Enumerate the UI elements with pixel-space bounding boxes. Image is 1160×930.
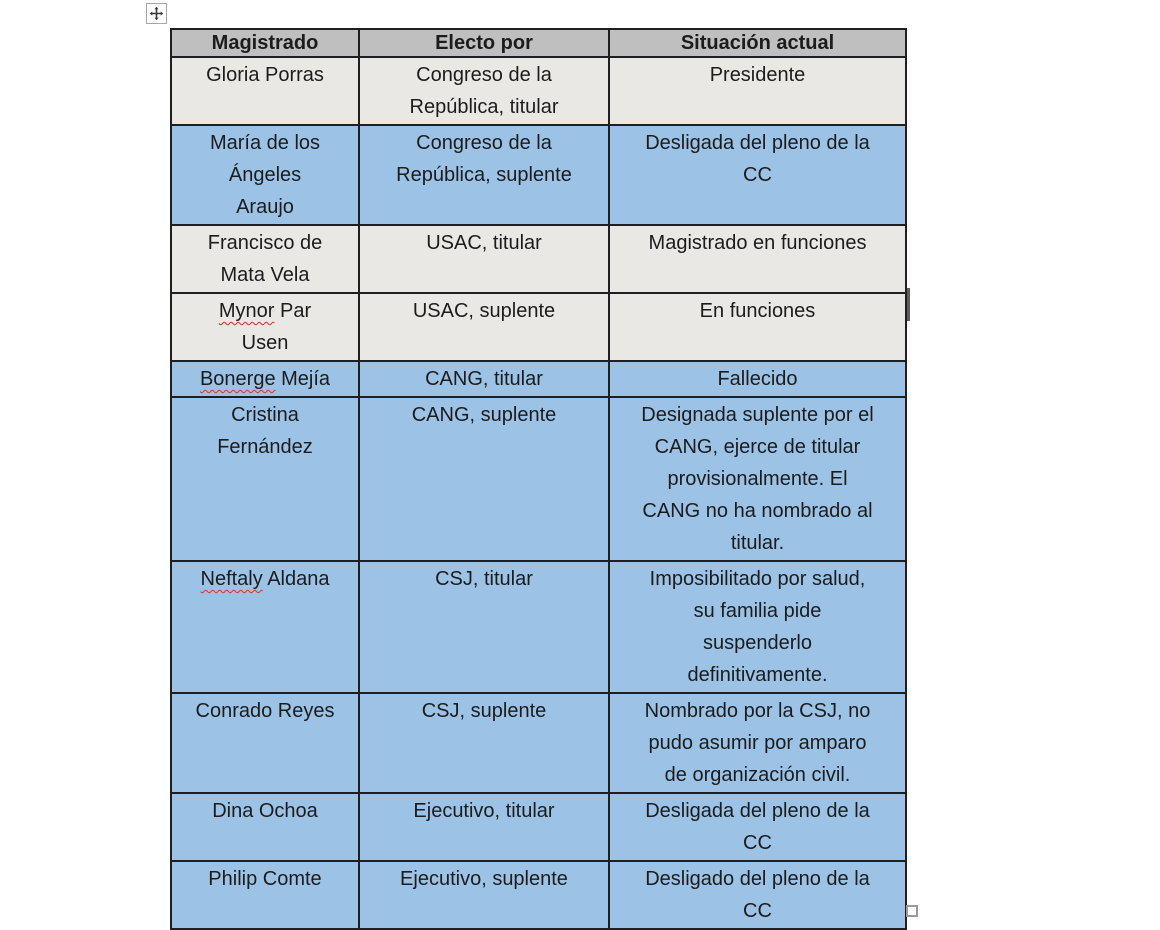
cell-line bbox=[362, 695, 606, 727]
cell-line bbox=[612, 431, 903, 463]
text-run: Usen bbox=[241, 332, 289, 354]
text-run: Designada suplente por el bbox=[641, 404, 874, 426]
cell-line bbox=[612, 363, 903, 395]
text-run: CC bbox=[743, 164, 772, 186]
table-cell[interactable] bbox=[609, 561, 906, 693]
table-cell[interactable] bbox=[609, 397, 906, 561]
text-run: Desligado del pleno de la bbox=[645, 868, 870, 890]
table-cell[interactable] bbox=[359, 861, 609, 929]
cell-line bbox=[612, 127, 903, 159]
text-run: Aldana bbox=[262, 568, 330, 590]
cell-line bbox=[362, 227, 606, 259]
text-run: Ejecutivo, titular bbox=[413, 800, 555, 822]
cell-line bbox=[174, 295, 356, 327]
cell-line bbox=[174, 127, 356, 159]
cell-line bbox=[174, 227, 356, 259]
text-run: Mejía bbox=[275, 368, 331, 390]
cell-line bbox=[612, 59, 903, 91]
text-run: provisionalmente. El bbox=[667, 468, 848, 490]
cell-line bbox=[362, 795, 606, 827]
text-run: Par bbox=[274, 300, 312, 322]
header-row bbox=[171, 29, 906, 57]
text-run: Cristina bbox=[231, 404, 299, 426]
text-run: República, suplente bbox=[396, 164, 572, 186]
text-run: Ejecutivo, suplente bbox=[400, 868, 568, 890]
table-cell[interactable] bbox=[171, 693, 359, 793]
cell-line bbox=[174, 363, 356, 395]
table-cell[interactable] bbox=[171, 561, 359, 693]
text-run: definitivamente. bbox=[687, 664, 828, 686]
table-cell[interactable] bbox=[609, 125, 906, 225]
text-run: titular. bbox=[730, 532, 785, 554]
cell-line bbox=[362, 399, 606, 431]
text-run: CANG, suplente bbox=[411, 404, 557, 426]
cell-line bbox=[174, 59, 356, 91]
table-row bbox=[171, 693, 906, 793]
table-row bbox=[171, 293, 906, 361]
table-cell[interactable] bbox=[609, 293, 906, 361]
cell-line bbox=[362, 863, 606, 895]
misspelled-word: Mynor bbox=[218, 300, 275, 322]
table-row bbox=[171, 125, 906, 225]
cell-line bbox=[362, 295, 606, 327]
header-cell[interactable]: Electo por bbox=[359, 29, 609, 57]
table-cell[interactable] bbox=[171, 125, 359, 225]
table-cell[interactable] bbox=[359, 561, 609, 693]
text-run: Fernández bbox=[217, 436, 313, 458]
text-run: Desligada del pleno de la bbox=[645, 800, 870, 822]
text-run: Presidente bbox=[709, 64, 806, 86]
table-cell[interactable] bbox=[171, 397, 359, 561]
cell-line bbox=[174, 327, 356, 359]
table-cell[interactable] bbox=[359, 125, 609, 225]
cell-line bbox=[612, 759, 903, 791]
text-run: su familia pide bbox=[693, 600, 822, 622]
cell-line bbox=[174, 399, 356, 431]
table-cell[interactable] bbox=[171, 361, 359, 397]
cell-line bbox=[612, 595, 903, 627]
cell-line bbox=[612, 727, 903, 759]
cell-line bbox=[612, 863, 903, 895]
table-cell[interactable] bbox=[609, 361, 906, 397]
cell-line bbox=[612, 527, 903, 559]
text-run: Nombrado por la CSJ, no bbox=[644, 700, 871, 722]
table-cell[interactable] bbox=[171, 793, 359, 861]
text-run: CC bbox=[743, 900, 772, 922]
table-cell[interactable] bbox=[609, 57, 906, 125]
text-run: Congreso de la bbox=[416, 132, 552, 154]
text-run: Mata Vela bbox=[220, 264, 310, 286]
cell-line bbox=[612, 295, 903, 327]
cell-line bbox=[174, 795, 356, 827]
table-row bbox=[171, 561, 906, 693]
cell-line bbox=[612, 627, 903, 659]
table-cell[interactable] bbox=[359, 293, 609, 361]
table-row bbox=[171, 861, 906, 929]
cell-line bbox=[362, 363, 606, 395]
text-run: de organización civil. bbox=[664, 764, 851, 786]
text-run: Magistrado en funciones bbox=[648, 232, 867, 254]
cell-line bbox=[612, 795, 903, 827]
text-run: CSJ, titular bbox=[435, 568, 533, 590]
misspelled-word: Neftaly bbox=[200, 568, 263, 590]
table-cell[interactable] bbox=[359, 225, 609, 293]
text-run: CC bbox=[743, 832, 772, 854]
table-body bbox=[171, 57, 906, 929]
text-run: República, titular bbox=[409, 96, 559, 118]
magistrates-table bbox=[170, 28, 907, 930]
cell-line bbox=[612, 495, 903, 527]
text-run: CANG no ha nombrado al bbox=[642, 500, 873, 522]
text-run: Dina Ochoa bbox=[212, 800, 318, 822]
cell-line bbox=[362, 91, 606, 123]
text-run: pudo asumir por amparo bbox=[648, 732, 867, 754]
cell-line bbox=[174, 431, 356, 463]
cell-line bbox=[612, 695, 903, 727]
text-run: Imposibilitado por salud, bbox=[649, 568, 866, 590]
cell-line bbox=[174, 863, 356, 895]
table-cell[interactable] bbox=[609, 861, 906, 929]
cell-line bbox=[362, 127, 606, 159]
text-cursor bbox=[907, 288, 910, 321]
table-cell[interactable] bbox=[359, 793, 609, 861]
cell-line bbox=[174, 159, 356, 191]
text-run: Fallecido bbox=[717, 368, 798, 390]
table-row bbox=[171, 57, 906, 125]
cell-line bbox=[362, 563, 606, 595]
text-run: En funciones bbox=[699, 300, 816, 322]
header-cell[interactable]: Magistrado bbox=[171, 29, 359, 57]
table-row bbox=[171, 397, 906, 561]
table-cell[interactable] bbox=[609, 225, 906, 293]
table-cell[interactable] bbox=[171, 57, 359, 125]
cell-line bbox=[174, 191, 356, 223]
text-run: Philip Comte bbox=[208, 868, 322, 890]
table-cell[interactable] bbox=[171, 293, 359, 361]
table-row bbox=[171, 225, 906, 293]
text-run: Conrado Reyes bbox=[195, 700, 335, 722]
table-resize-handle[interactable] bbox=[906, 905, 918, 917]
table-cell[interactable] bbox=[359, 57, 609, 125]
table-cell[interactable] bbox=[171, 861, 359, 929]
table-header bbox=[171, 29, 906, 57]
table-cell[interactable] bbox=[609, 693, 906, 793]
text-run: Desligada del pleno de la bbox=[645, 132, 870, 154]
move-icon bbox=[149, 6, 164, 21]
cell-line bbox=[612, 659, 903, 691]
text-run: Francisco de bbox=[207, 232, 323, 254]
cell-line bbox=[362, 59, 606, 91]
text-run: Ángeles bbox=[228, 164, 302, 186]
text-run: CANG, titular bbox=[425, 368, 543, 390]
table-cell[interactable] bbox=[609, 793, 906, 861]
cell-line bbox=[612, 563, 903, 595]
table-row bbox=[171, 793, 906, 861]
misspelled-word: Bonerge bbox=[199, 368, 276, 390]
text-run: CSJ, suplente bbox=[421, 700, 547, 722]
text-run: suspenderlo bbox=[703, 632, 812, 654]
table-cell[interactable] bbox=[359, 397, 609, 561]
cell-line bbox=[612, 463, 903, 495]
header-cell[interactable]: Situación actual bbox=[609, 29, 906, 57]
table-cell[interactable] bbox=[171, 225, 359, 293]
text-run: CANG, ejerce de titular bbox=[654, 436, 861, 458]
cell-line bbox=[612, 827, 903, 859]
text-run: Araujo bbox=[236, 196, 294, 218]
cell-line bbox=[612, 159, 903, 191]
cell-line bbox=[174, 563, 356, 595]
cell-line bbox=[612, 227, 903, 259]
cell-line bbox=[612, 895, 903, 927]
cell-line bbox=[174, 259, 356, 291]
text-run: María de los bbox=[209, 132, 321, 154]
cell-line bbox=[362, 159, 606, 191]
table-row bbox=[171, 361, 906, 397]
text-run: USAC, titular bbox=[426, 232, 542, 254]
table-cell[interactable] bbox=[359, 361, 609, 397]
table-move-handle[interactable] bbox=[146, 3, 167, 24]
text-run: USAC, suplente bbox=[412, 300, 556, 322]
table-cell[interactable] bbox=[359, 693, 609, 793]
text-run: Congreso de la bbox=[416, 64, 552, 86]
cell-line bbox=[174, 695, 356, 727]
text-run: Gloria Porras bbox=[206, 64, 324, 86]
cell-line bbox=[612, 399, 903, 431]
